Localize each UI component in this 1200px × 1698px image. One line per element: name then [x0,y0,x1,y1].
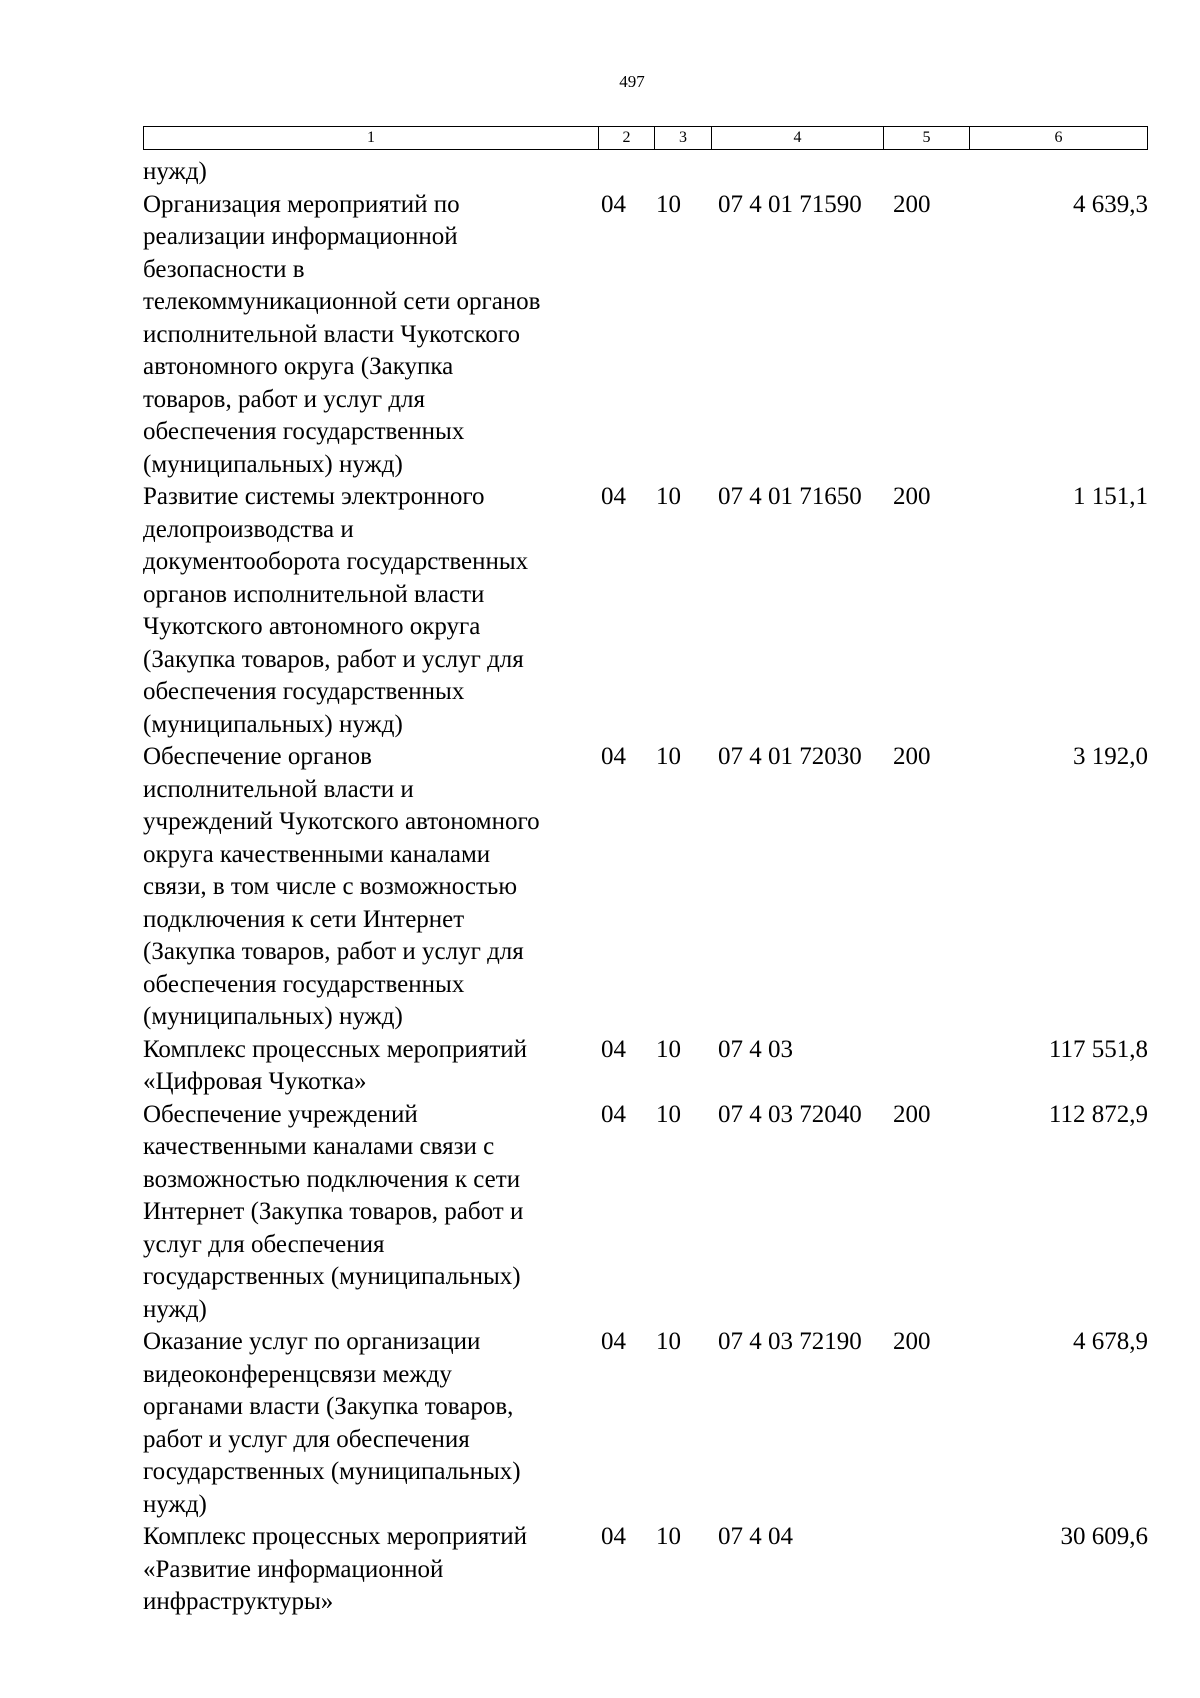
header-col-3: 3 [655,127,712,149]
row-sum: 112 872,9 [1048,1100,1148,1128]
row-target-code [718,156,893,189]
row-target-code: 07 4 03 [718,1035,793,1063]
row-name: Оказание услуг по организации видеоконференцсвязи между органами власти (Закупка товаров, работ и услуг для обеспечения государственных (муниципальных) нужд) [143,1328,521,1518]
row-sum [953,156,1148,189]
row-target-code: 07 4 04 [718,1523,793,1550]
row-sum: 1 151,1 [1073,483,1148,510]
row-section: 04 [601,743,626,770]
header-col-6: 6 [1054,129,1063,146]
table-header [143,126,1148,150]
row-target-code: 07 4 01 71590 [718,190,862,218]
row-target-code: 07 4 01 72030 [718,743,862,770]
row-name: Комплекс процессных мероприятий «Развитие информационной инфраструктуры» [143,1523,528,1615]
header-col-1: 1 [144,127,599,149]
row-expense-type [893,156,953,189]
header-col-2: 2 [599,127,655,149]
row-expense-type: 200 [893,190,931,218]
row-sum: 4 678,9 [1073,1328,1148,1355]
table-row [143,1521,1148,1619]
row-expense-type: 200 [893,743,931,770]
header-col-4: 4 [712,127,884,149]
row-name: Развитие системы электронного делопроизводства и документооборота государственных органов исполнительной власти Чукотского автономного округа (Закупка товаров, работ и услуг для обеспечения государственных (муниципальных) нужд) [143,483,529,738]
table-row [143,481,1148,741]
row-section: 04 [601,1523,626,1550]
row-name: Организация мероприятий по реализации информационной безопасности в телекоммуникационной сети органов исполнительной власти Чукотского автономного округа (Закупка товаров, работ и услуг для обеспечения государственных (муниципальных) нужд) [143,190,541,478]
row-section: 04 [601,190,626,218]
table-row [143,189,1148,482]
row-target-code: 07 4 03 72190 [718,1328,862,1355]
row-sum: 4 639,3 [1073,190,1148,218]
row-expense-type [893,1521,953,1619]
table-row [143,1099,1148,1327]
header-col-5: 5 [884,127,970,149]
row-sum: 3 192,0 [1073,743,1148,770]
row-expense-type: 200 [893,483,931,510]
row-subsection: 10 [656,743,681,770]
row-name: Обеспечение учреждений качественными каналами связи с возможностью подключения к сети Интернет (Закупка товаров, работ и услуг для обеспечения государственных (муниципальных) нужд) [143,1100,524,1323]
row-section: 04 [601,1035,626,1063]
table-body [143,156,1148,1619]
row-section [601,156,656,189]
row-section: 04 [601,483,626,510]
table-row [143,1326,1148,1521]
row-subsection: 10 [656,1328,681,1355]
row-subsection [656,156,718,189]
row-expense-type [893,1034,953,1099]
row-subsection: 10 [656,483,681,510]
row-target-code: 07 4 03 72040 [718,1100,862,1128]
row-expense-type: 200 [893,1100,931,1128]
row-section: 04 [601,1328,626,1355]
table-row [143,1034,1148,1099]
row-subsection: 10 [656,1100,681,1128]
row-name: Обеспечение органов исполнительной власти и учреждений Чукотского автономного округа качественными каналами связи, в том числе с возможностью подключения к сети Интернет (Закупка товаров, работ и услуг для обеспечения государственных (муниципальных) нужд) [143,743,540,1030]
row-subsection: 10 [656,1523,681,1550]
row-name: Комплекс процессных мероприятий «Цифровая Чукотка» [143,1035,528,1095]
table-row [143,156,1148,189]
row-section: 04 [601,1100,626,1128]
row-target-code: 07 4 01 71650 [718,483,862,510]
table-row [143,741,1148,1034]
row-subsection: 10 [656,1035,681,1063]
row-sum: 30 609,6 [1060,1523,1148,1550]
row-subsection: 10 [656,190,681,218]
row-sum: 117 551,8 [1048,1035,1148,1063]
row-name: нужд) [143,158,207,185]
row-expense-type: 200 [893,1328,931,1355]
page-number: 497 [619,72,645,91]
